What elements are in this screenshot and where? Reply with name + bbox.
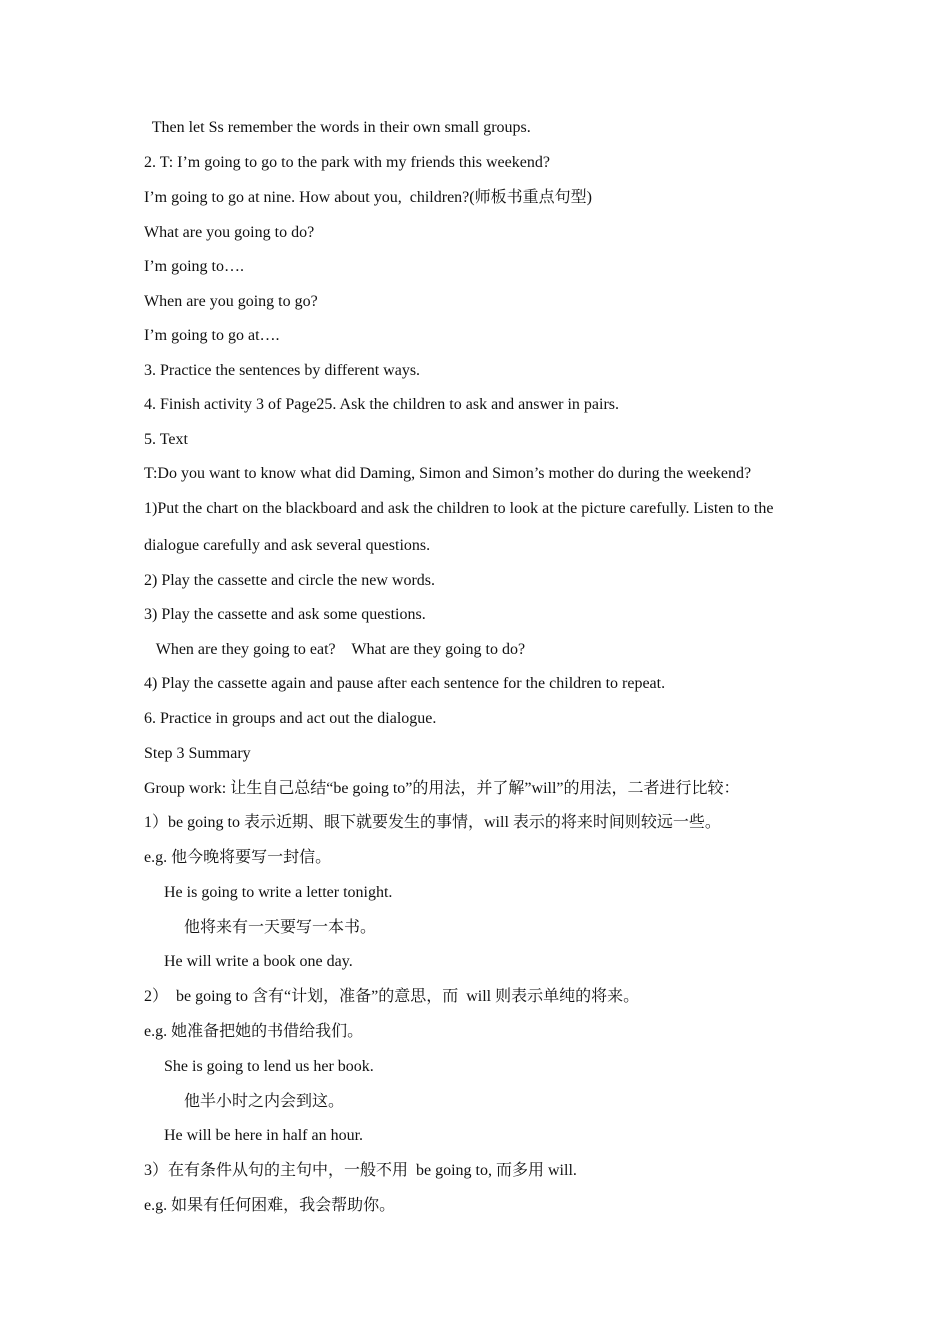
text-line: 2） be going to 含有“计划，准备”的意思，而 will 则表示单纯的将来。	[144, 988, 640, 1005]
text-line: e.g. 如果有任何困难，我会帮助你。	[144, 1197, 396, 1214]
text-line: She is going to lend us her book.	[144, 1058, 374, 1075]
text-line: e.g. 她准备把她的书借给我们。	[144, 1023, 364, 1040]
text-line: 5. Text	[144, 431, 188, 448]
text-line: Step 3 Summary	[144, 745, 251, 762]
text-line: What are you going to do?	[144, 224, 315, 241]
text-line: 3) Play the cassette and ask some questions.	[144, 606, 426, 623]
text-line: dialogue carefully and ask several questions.	[144, 537, 431, 554]
text-line: When are they going to eat? What are they going to do?	[144, 641, 526, 658]
text-line: He will write a book one day.	[144, 953, 353, 970]
text-line: 3）在有条件从句的主句中，一般不用 be going to, 而多用 will.	[144, 1162, 577, 1179]
text-line: 3. Practice the sentences by different ways.	[144, 362, 421, 379]
text-line: 他将来有一天要写一本书。	[144, 919, 377, 936]
text-line: 4. Finish activity 3 of Page25. Ask the children to ask and answer in pairs.	[144, 396, 620, 413]
text-line: e.g. 他今晚将要写一封信。	[144, 849, 332, 866]
text-line: 1）be going to 表示近期、眼下就要发生的事情，will 表示的将来时间则较远一些。	[144, 814, 721, 831]
text-line: He will be here in half an hour.	[144, 1127, 364, 1144]
text-line: 1)Put the chart on the blackboard and ask the children to look at the picture carefully. Listen to the	[144, 500, 774, 517]
text-line: T:Do you want to know what did Daming, Simon and Simon’s mother do during the weekend?	[144, 465, 752, 482]
text-line: 4) Play the cassette again and pause after each sentence for the children to repeat.	[144, 675, 666, 692]
text-line: 2. T: I’m going to go to the park with my friends this weekend?	[144, 154, 550, 171]
text-line: When are you going to go?	[144, 293, 318, 310]
text-line: Then let Ss remember the words in their own small groups.	[144, 119, 531, 136]
text-line: 2) Play the cassette and circle the new words.	[144, 572, 436, 589]
text-line: He is going to write a letter tonight.	[144, 884, 393, 901]
text-line: 他半小时之内会到这。	[144, 1093, 345, 1110]
text-line: Group work: 让生自己总结“be going to”的用法，并了解”will”的用法，二者进行比较：	[144, 780, 740, 797]
text-line: I’m going to go at nine. How about you, children?(师板书重点句型)	[144, 189, 592, 206]
text-line: 6. Practice in groups and act out the dialogue.	[144, 710, 437, 727]
text-line: I’m going to….	[144, 258, 244, 275]
text-line: I’m going to go at….	[144, 327, 280, 344]
